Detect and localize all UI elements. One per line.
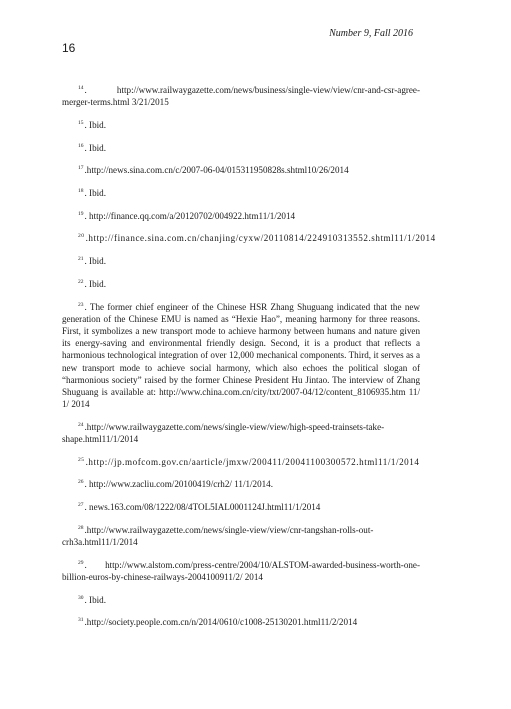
endnote-text: .http://finance.sina.com.cn/chanjing/cyxw/20110814/224910313552.shtml11/1/2014 [85,233,436,244]
endnote [62,276,420,290]
endnotes-list [62,82,436,637]
endnote-number: 29 [78,559,84,566]
endnote-text: . Ibid. [84,119,106,130]
endnote-text: . Ibid. [84,188,106,199]
endnote [62,419,420,445]
endnote-text: . The former chief engineer of the Chinese HSR Zhang Shuguang indicated that the new generation of the Chinese EMU is named as “Hexie Hao”, meaning harmony for three reasons. First, it symbolizes a new transport mode to achieve harmony between humans and nature given its energy-saving and environmental friendly design. Second, it is a product that reflects a harmonious technological integration of over 12,000 mechanical components. Third, it serves as a new transport mode to achieve social harmony, which also echoes the political slogan of “harmonious society” raised by the former Chinese President Hu Jintao. The interview of Zhang Shuguang is available at: http://www.china.com.cn/city/txt/2007-04/12/content_8106935.htm 11/ 1/ 2014 [62,301,420,410]
endnote-number: 18 [78,188,84,195]
endnote-text: . http://finance.qq.com/a/20120702/004922.htm11/1/2014 [84,210,296,221]
endnote [62,299,420,411]
endnote-number: 28 [78,524,84,531]
endnote [62,82,420,108]
endnote [62,117,420,131]
endnote [62,208,420,222]
endnote [62,476,420,490]
endnote-number: 19 [78,210,84,217]
endnote [62,522,420,548]
endnote-number: 15 [78,119,84,126]
endnote [62,592,420,606]
endnote-number: 31 [78,617,84,624]
endnote-number: 30 [78,594,84,601]
endnote [62,162,420,176]
endnote-text: . news.163.com/08/1222/08/4TOL5IAL0001124J.html11/1/2014 [84,502,321,513]
endnote-text: .http://news.sina.com.cn/c/2007-06-04/015311950828s.shtml10/26/2014 [84,165,349,176]
endnote-number: 22 [78,278,84,285]
endnote-text: . http://www.zacliu.com/20100419/crh2/ 11/1/2014. [84,479,273,490]
endnote-number: 26 [78,479,84,486]
endnote-number: 24 [78,421,84,428]
endnote [62,454,420,468]
endnote-text: .http://society.people.com.cn/n/2014/0610/c1008-25130201.html11/2/2014 [84,617,358,628]
endnote-number: 14 [78,85,84,91]
endnote-number: 27 [78,502,84,509]
endnote [62,185,420,199]
journal-issue-header: Number 9, Fall 2016 [329,28,413,39]
endnote [62,557,420,583]
endnote [62,140,420,154]
endnote [62,499,420,513]
endnote-text: . http://www.alstom.com/press-centre/2004/10/ALSTOM-awarded-business-worth-one-billion-euros-by-chinese-railways-2004100911/2/ 2014 [62,559,420,582]
endnote-text: . Ibid. [84,142,106,153]
endnote-text: .http://www.railwaygazette.com/news/single-view/view/cnr-tangshan-rolls-out-crh3a.html11/1/2014 [62,524,374,548]
endnote-text: .http://www.railwaygazette.com/news/single-view/view/high-speed-trainsets-take-shape.html11/1/2014 [62,421,385,445]
endnote-number: 21 [78,256,84,263]
endnote-number: 23 [78,301,84,308]
endnote [62,230,436,244]
endnote-number: 20 [78,233,85,240]
endnote-number: 25 [78,456,85,463]
page-number: 16 [62,41,76,55]
endnote-text: . Ibid. [84,594,106,605]
endnote-text: . Ibid. [84,256,106,267]
endnote-text: . Ibid. [84,278,106,289]
endnote [62,253,420,267]
endnote [62,614,420,628]
endnote-text: .http://jp.mofcom.gov.cn/aarticle/jmxw/200411/20041100300572.html11/1/2014 [85,456,420,467]
endnote-text: . http://www.railwaygazette.com/news/business/single-view/view/cnr-and-csr-agree-merger-terms.html 3/21/2015 [62,85,420,108]
endnote-number: 16 [78,142,84,149]
endnote-number: 17 [78,165,84,172]
